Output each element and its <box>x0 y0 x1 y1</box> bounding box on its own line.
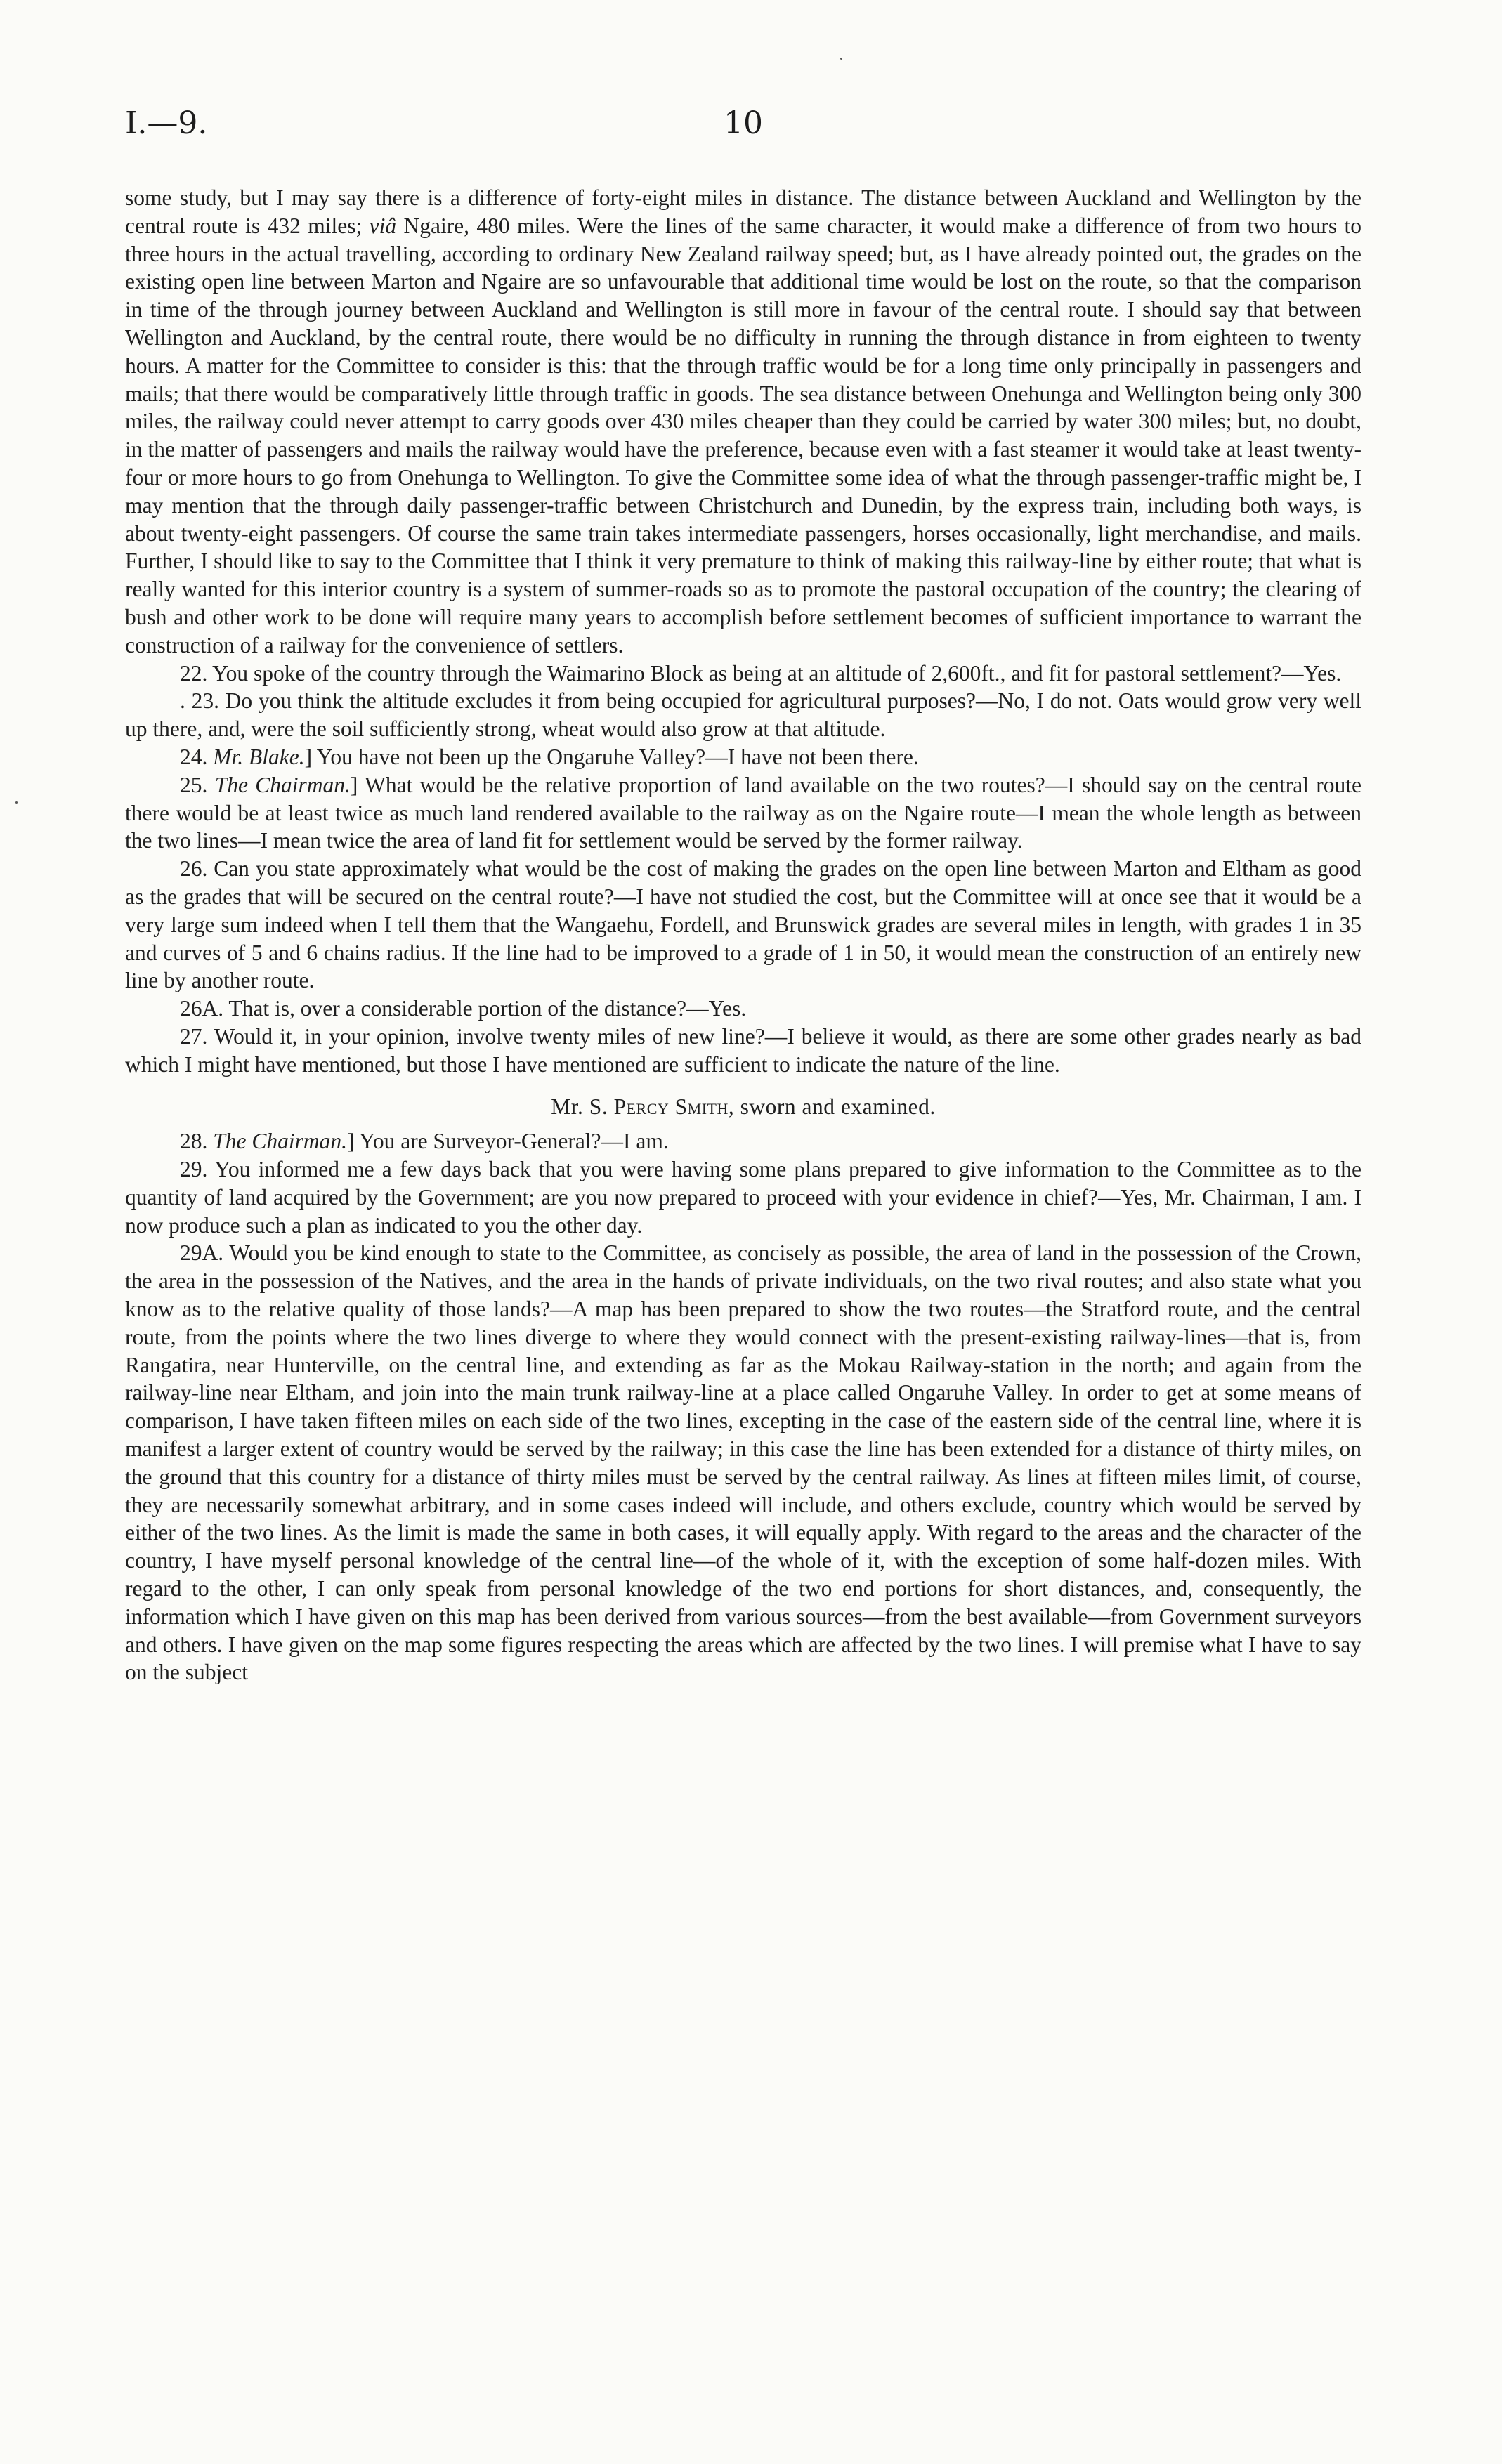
witness-name: Percy Smith <box>613 1094 729 1119</box>
question-23: . 23. Do you think the altitude excludes it from being occupied for agricultural purposes?—No, I do not. Oats would grow very well up there, and, were the soil sufficiently strong, wheat would also grow at that altitude. <box>125 688 1361 742</box>
question-29a: 29A. Would you be kind enough to state to the Committee, as concisely as possible, the area of land in the possession of the Crown, the area in the possession of the Natives, and the area in the hands of private individuals, on the two rival routes; and also state what you know as to the relative quality of those lands?—A map has been prepared to show the two routes—the Stratford route, and the central route, from the points where the two lines diverge to where they would connect with the present-existing railway-lines—that is, from Rangatira, near Hunterville, on the central line, and extending as far as the Mokau Railway-station in the north; and again from the railway-line near Eltham, and join into the main trunk railway-line at a place called Ongaruhe Valley. In order to get at some means of comparison, I have taken fifteen miles on each side of the two lines, excepting in the case of the eastern side of the central line, where it is manifest a larger extent of country would be served by the railway; in this case the line has been extended for a distance of thirty miles, on the ground that this country for a distance of thirty miles must be served by the central railway. As lines at fifteen miles limit, of course, they are necessarily somewhat arbitrary, and in some cases indeed will include, and others exclude, country which would be served by either of the two lines. As the limit is made the same in both cases, it will equally apply. With regard to the areas and the character of the country, I have myself personal knowledge of the central line—of the whole of it, with the exception of some half-dozen miles. With regard to the other, I can only speak from personal knowledge of the two end portions for short distances, and, consequently, the information which I have given on this map has been derived from various sources—from the best available—from Government surveyors and others. I have given on the map some figures respecting the areas which are affected by the two lines. I will premise what I have to say on the subject <box>125 1240 1361 1685</box>
speaker-name: The Chairman. <box>213 1129 348 1154</box>
document-body <box>125 184 1361 1686</box>
question-29: 29. You informed me a few days back that you were having some plans prepared to give information to the Committee as to the quantity of land acquired by the Government; are you now prepared to proceed with your evidence in chief?—Yes, Mr. Chairman, I am. I now produce such a plan as indicated to you the other day. <box>125 1157 1361 1238</box>
question-27: 27. Would it, in your opinion, involve twenty miles of new line?—I believe it would, as there are some other grades nearly as bad which I might have mentioned, but those I have mentioned are sufficient to indicate the nature of the line. <box>125 1023 1361 1077</box>
continued-answer-paragraph: some study, but I may say there is a difference of forty-eight miles in distance. The distance between Auckland and Wellington by the central route is 432 miles; viâ Ngaire, 480 miles. Were the lines of the same character, it would make a difference of from two hours to three hours in the actual travelling, according to ordinary New Zealand railway speed; but, as I have already pointed out, the grades on the existing open line between Marton and Ngaire are so unfavourable that additional time would be lost on the route, so that the comparison in time of the through journey between Auckland and Wellington is still more in favour of the central route. I should say that between Wellington and Auckland, by the central route, there would be no difficulty in running the through distance in from eighteen to twenty hours. A matter for the Committee to consider is this: that the through traffic would be for a long time only principally in passengers and mails; that there would be comparatively little through traffic in goods. The sea distance between Onehunga and Wellington being only 300 miles, the railway could never attempt to carry goods over 430 miles cheaper than they could be carried by water 300 miles; but, no doubt, in the matter of passengers and mails the railway would have the preference, because even with a fast steamer it would take at least twenty-four or more hours to go from Onehunga to Wellington. To give the Committee some idea of what the through passenger-traffic might be, I may mention that the through daily passenger-traffic between Christchurch and Dunedin, by the express train, including both ways, is about twenty-eight passengers. Of course the same train takes intermediate passengers, horses occasionally, light merchandise, and mails. Further, I should like to say to the Committee that I think it very premature to think of making this railway-line by either route; that what is really wanted for this interior country is a system of summer-roads so as to promote the pastoral occupation of the country; the clearing of bush and other work to be done will require many years to accomplish before settlement becomes of sufficient importance to warrant the construction of a railway for the convenience of settlers. <box>125 185 1361 657</box>
question-22: 22. You spoke of the country through the Waimarino Block as being at an altitude of 2,600ft., and fit for pastoral settlement?—Yes. <box>180 660 1342 686</box>
print-speck <box>840 58 842 60</box>
question-24: 24. Mr. Blake.] You have not been up the Ongaruhe Valley?—I have not been there. <box>180 744 919 769</box>
question-28: 28. The Chairman.] You are Surveyor-General?—I am. <box>180 1129 669 1154</box>
page-header <box>125 105 1361 148</box>
italic-term: viâ <box>369 213 397 238</box>
print-speck <box>15 801 18 804</box>
speaker-name: The Chairman. <box>214 772 351 797</box>
page-number: 10 <box>724 105 763 141</box>
witness-heading: Mr. S. Percy Smith, sworn and examined. <box>551 1094 936 1119</box>
parliamentary-paper-ref: I.—9. <box>125 105 208 141</box>
question-25: 25. The Chairman.] What would be the relative proportion of land available on the two routes?—I should say on the central route there would be at least twice as much land rendered available to the railway as on the Ngaire route—I mean the whole length as between the two lines—I mean twice the area of land fit for settlement would be served by the former railway. <box>125 772 1361 853</box>
speaker-name: Mr. Blake. <box>213 744 305 769</box>
question-26: 26. Can you state approximately what would be the cost of making the grades on the open line between Marton and Eltham as good as the grades that will be secured on the central route?—I have not studied the cost, but the Committee will at once see that it would be a very large sum indeed when I tell them that the Wangaehu, Fordell, and Brunswick grades are several miles in length, with grades 1 in 35 and curves of 5 and 6 chains radius. If the line had to be improved to a grade of 1 in 50, it would mean the construction of an entirely new line by another route. <box>125 856 1361 993</box>
question-26a: 26A. That is, over a considerable portion of the distance?—Yes. <box>180 996 747 1021</box>
